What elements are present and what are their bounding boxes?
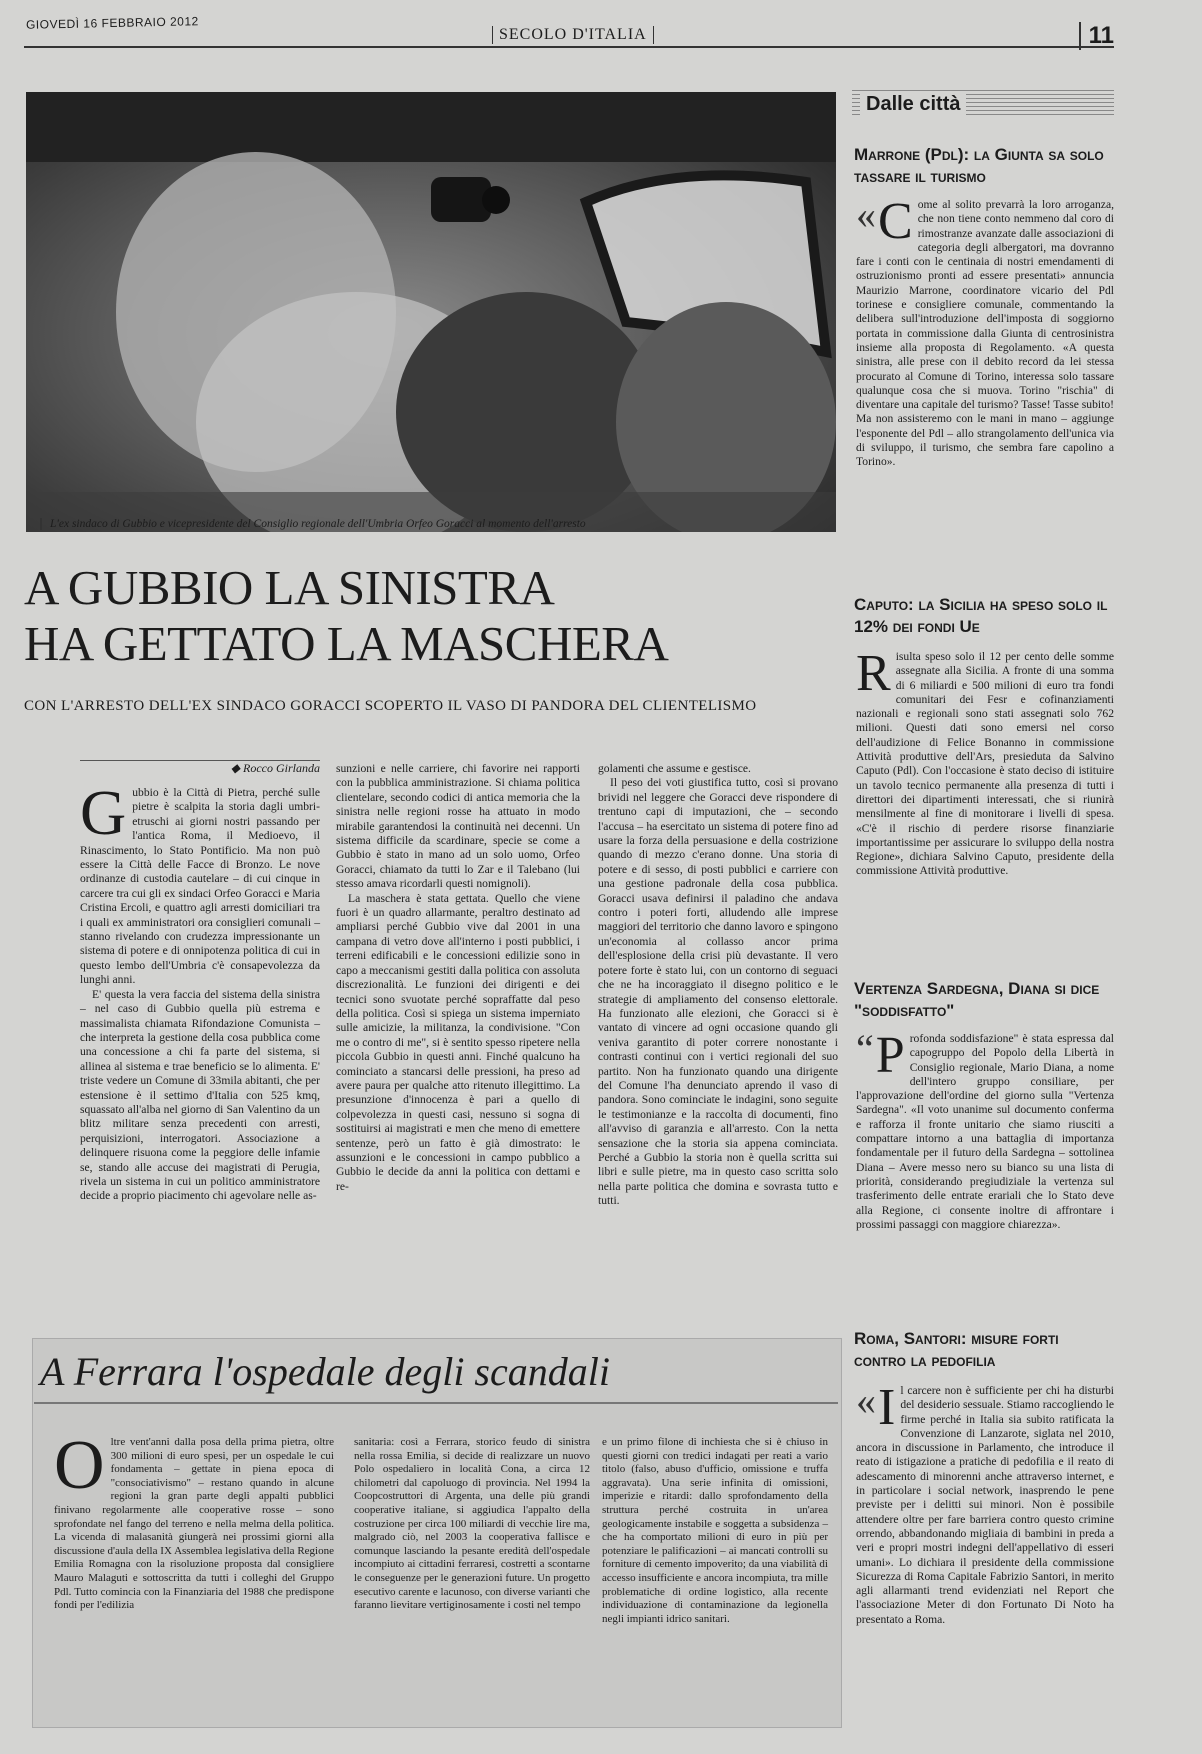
masthead xyxy=(24,10,1114,48)
article-paragraph: sunzioni e nelle carriere, chi favorire nei rapporti con la pubblica amministrazione. Si chiama politica clientelare, secondo codici di antica memoria che la sinistra nelle regioni rosse ha attuato in modo mirabile garantendosi la continuità nei decenni. Un sistema difficile da scardinare, specie se come a Gubbio è stato in mano ad un solo uomo, Orfeo Goracci, chiamato da tutti lo Zar e il Talebano (lui stesso amava ricordarli questi nomignoli). xyxy=(336,762,580,891)
article-column-1 xyxy=(80,777,320,1204)
sidebar-item-4-body: « I l carcere non è sufficiente per chi ha disturbi del desiderio sessuale. Stiamo raccogliendo le firme perché in Italia sia subito ratificata la Convenzione di Lanzarote, siglata nel 2010, ancora in discussione in Parlamento, che introduce il reato di istigazione a pratiche di pedofilia e il reato di adescamento di minorenni anche attraverso internet, e in particolare i social network, inasprendo le pene previste per i delitti sui minori. Non è possibile attendere oltre per fare barriera contro questo crimine orrendo, abbandonando migliaia di bambini in preda a veri e propri mostri indegni dell'appellativo di esseri umani». Lo dichiara il presidente della commissione Sicurezza di Roma Capitale Fabrizio Santori, in merito agli allarmanti trend evidenziati nel Report che l'associazione Meter di don Fortunato Di Noto ha presentato a Roma. xyxy=(856,1378,1114,1626)
article-column-2 xyxy=(336,762,580,1194)
article-paragraph: sanitaria: così a Ferrara, storico feudo di sinistra nella rossa Emilia, si decide di realizzare un nuovo Polo ospedaliero in località Cona, a circa 12 chilometri dal capoluogo di provincia. Nel 1994 la Coopcostruttori di Argenta, una delle più grandi cooperative italiane, si aggiudica l'appalto della costruzione per circa 100 miliardi di vecchie lire ma, malgrado ciò, nel 2003 la cooperativa fallisce e comunque lasciando la pesante eredità dell'ospedale incompiuto ai cittadini ferraresi, costretti a scontarne le conseguenze per le generazioni future. Un progetto esecutivo carente e lacunoso, con diverse varianti che faranno lievitare vertiginosamente i costi nel tempo xyxy=(354,1436,590,1612)
section-tag: Dalle città xyxy=(860,93,966,116)
byline xyxy=(80,760,320,776)
article-deck: CON L'ARRESTO DELL'EX SINDACO GORACCI SCOPERTO IL VASO DI PANDORA DEL CLIENTELISMO xyxy=(24,698,757,714)
sidebar-item-3-title: Vertenza Sardegna, Diana si dice "soddisfatto" xyxy=(854,979,1100,1020)
article-paragraph: golamenti che assume e gestisce. xyxy=(598,762,751,775)
drop-cap: G xyxy=(80,777,127,848)
byline-author: Rocco Girlanda xyxy=(243,761,320,775)
article-paragraph: Il peso dei voti giustifica tutto, così si provano brividi nel leggere che Goracci deve rispondere di trentuno capi di imputazioni, che – secondo l'accusa – ha esercitato un sistema di potere fino ad usare la forza della persuasione e della costrizione quando di mezzo c'erano donne. Una storia di potere e di sesso, di posti pubblici e carriere con una gestione padronale della cosa pubblica. Goracci usava definirsi il paladino che andava contro i poteri forti, alludendo alle imprese maggiori del territorio che danno lavoro e spingono un'economia al collasso ancor prima dell'esplosione della crisi più devastante. Il vero potere forte è stato lui, con un contorno di seguaci che ne ha incoraggiato il disegno politico e le strategie di ampliamento del consenso elettorale. Ha funzionato alle elezioni, che Goracci si è vantato di vincere ad ogni occasione quando gli veniva garantito di poter correre nonostante i contrasti continui con i vertici regionali del suo partito. Non ha funzionato quando una dirigente del Comune l'ha denunciato aprendo il vaso di pandora. Sono cominciate le indagini, sono seguite le testimonianze e la raccolta di documenti, fino all'avviso di garanzia e all'arresto. Con la netta sensazione che la storia sia appena cominciata. Perché a Gubbio la storia non è quella scritta sui libri e sulle pietre, ma in questo caso scritta solo nella parte politica che domina e sovrasta tutto e tutti. xyxy=(598,776,838,1208)
sidebar-item-3-body: “ P rofonda soddisfazione" è stata espressa dal capogruppo del Popolo della Libertà in Consiglio regionale, Mario Diana, a nome dell'intero gruppo consiliare, per l'approvazione dell'ordine del giorno sulla "Vertenza Sardegna". «Il voto unanime sul documento conferma e rafforza il fronte unitario che siamo riusciti a compattare intorno a una battaglia di importanza fondamentale per il futuro della Sardegna – sottolinea Diana – Avere messo nero su bianco su una lista di priorità, considerando pregiudiziale la vertenza sul trasferimento delle entrate erariali che lo Stato deve alla Regione, ci consente inoltre di affrontare i prossimi passaggi con maggiore chiarezza». xyxy=(856,1026,1114,1231)
sidebar-item-4-title: Roma, Santori: misure forti contro la pedofilia xyxy=(854,1329,1059,1370)
quote-open-icon: « xyxy=(856,192,876,237)
sidebar-item-2-title: Caputo: la Sicilia ha speso solo il 12% dei fondi Ue xyxy=(854,595,1108,636)
ferrara-column-1 xyxy=(54,1427,334,1613)
page-number: 11 xyxy=(1079,22,1114,50)
sidebar-item-1-body: « C ome al solito prevarrà la loro arroganza, che non tiene conto nemmeno dal coro di rimostranze avanzate dalle associazioni di categoria degli albergatori, ma dovranno fare i conti con le centinaia di nostri emendamenti di ostruzionismo pronti ad essere presentati» annuncia Maurizio Marrone, coordinatore vicario del Pdl torinese e consigliere comunale, commentando la delibera sull'introduzione dell'imposta di soggiorno portata in commissione dalla Giunta di centrosinistra insieme alla proposta di Regolamento. «A questa sinistra, alle prese con il debito record da lei stessa procurato al Comune di Torino, interessa solo tassare qualunque cosa che si muova. Torino "rischia" di diventare una capitale del turismo? Tasse! Tasse subito! Ma non assisteremo con le mani in mano – aggiunge l'esponente del Pdl – allo strangolamento dell'unica via di sviluppo, il turismo, che sembra fare capolino a Torino». xyxy=(856,192,1114,469)
article-paragraph: e un primo filone di inchiesta che si è chiuso in questi giorni con tredici indagati per reati a vario titolo (falso, abuso d'ufficio, omissione e truffa aggravata). Una serie infinita di omissioni, imperizie e ritardi: dallo sprofondamento della struttura perché costruita in un'area geologicamente instabile e soggetta a subsidenza – che ha comportato milioni di euro in più per potenziare le palificazioni – ai mancati controlli su forniture di cemento impoverito; da una viabilità di accesso insufficiente e ancora incompiuta, tra mille problematiche di ordine logistico, alla recente individuazione di contaminazione da legionella negli impianti idrico sanitari. xyxy=(602,1436,828,1625)
arrest-photo xyxy=(26,92,836,532)
photo-illustration xyxy=(26,92,836,532)
main-headline xyxy=(24,560,824,672)
article-paragraph: Oltre vent'anni dalla posa della prima pietra, oltre 300 milioni di euro spesi, per un ospedale le cui fondamenta – gettate in piena epoca di "consociativismo" – restano quando in alcune regioni la gran parte degli appalti pubblici finivano regolarmente alle cooperative rosse – sono sprofondate nel fango del terreno e nella melma della politica. La vicenda di malasanità giungerà nei prossimi giorni alla discussione d'aula della IX Assemblea legislativa della Regione Emilia Romagna con la risoluzione proposta dal consigliere Mauro Malaguti e sottoscritta da tutti i colleghi del Gruppo Pdl. Tutto comincia con la Finanziaria del 1988 che predispone fondi per l'edilizia xyxy=(54,1427,334,1612)
article-paragraph: La maschera è stata gettata. Quello che viene fuori è un quadro allarmante, peraltro destinato ad ampliarsi perché Gubbio vive dal 2001 in una campana di vetro dove all'interno i posti pubblici, i terreni edificabili e le concessioni edilizie sono in capo a meccanismi gestiti dalla politica con assoluta discrezionalità. Le funzioni dei dirigenti e dei tecnici sono svuotate perché sopraffatte dal peso della politica. Così si spiega un sistema imperniato sulle amicizie, la militanza, la condivisione. "Con me o contro di me", si è sentito spesso ripetere nella piccola Gubbio in questi anni. Finché qualcuno ha cominciato a stancarsi delle pressioni, ha preso ad avere paura per qualche atto ritenuto illegittimo. La presunzione d'innocenza è pari a quello di colpevolezza in questi casi, nessuno si sogna di sostituirsi ai magistrati e men che meno di emettere sentenze, però un fatto è già dimostrato: le assunzioni e le concessioni in campo pubblico a Gubbio le decide da anni la politica con dettami e re- xyxy=(336,891,580,1193)
drop-cap: R xyxy=(856,645,891,702)
ferrara-column-3 xyxy=(602,1436,828,1626)
sidebar-item-1-title: Marrone (Pdl): la Giunta sa solo tassare il turismo xyxy=(854,145,1104,186)
headline-line-1: A GUBBIO LA SINISTRA xyxy=(24,560,555,615)
drop-cap: O xyxy=(54,1427,105,1504)
article-paragraph: E' questa la vera faccia del sistema della sinistra – nel caso di Gubbio quella più estrema e massimalista chiamata Rifondazione Comunista – che interpreta la gestione della cosa pubblica come una concessione a chi fa parte del sistema, si allinea al sistema e trae beneficio se lo alimenta. E' triste vedere un Comune di 33mila abitanti, che per estensione è il settimo d'Italia con 525 kmq, squassato all'alba nel giorno di San Valentino da un blitz militare senza precedenti con arresti, perquisizioni, interrogatori. Associazione a delinquere risuona come la peggiore delle infamie se, stando alle accuse dei magistrati di Perugia, rivela un sistema in cui un politico amministratore decide a proprio piacimento chi agevolare nelle as- xyxy=(80,987,320,1203)
drop-cap: I xyxy=(878,1379,896,1436)
byline-diamond-icon: ◆ xyxy=(230,761,243,775)
issue-date: GIOVEDÌ 16 FEBBRAIO 2012 xyxy=(25,14,199,32)
quote-open-icon: “ xyxy=(856,1026,874,1071)
ferrara-divider xyxy=(34,1402,838,1404)
photo-caption: L'ex sindaco di Gubbio e vicepresidente del Consiglio regionale dell'Umbria Orfeo Goracci al momento dell'arresto xyxy=(40,518,830,530)
ferrara-column-2 xyxy=(354,1436,590,1613)
quote-open-icon: « xyxy=(856,1378,876,1423)
headline-line-2: HA GETTATO LA MASCHERA xyxy=(24,616,669,671)
drop-cap: C xyxy=(878,193,913,250)
ferrara-headline: A Ferrara l'ospedale degli scandali xyxy=(40,1349,610,1394)
sidebar-item-2-body: Risulta speso solo il 12 per cento delle somme assegnate alla Sicilia. A fronte di una somma di 6 miliardi e 500 milioni di euro tra fondi comunitari dei Fesr e cofinanziamenti nazionali e regionali sono stati assegnati solo 762 milioni. Questi dati sono emersi nel corso dell'audizione di Felice Bonanno in commissione Attività produttive dell'Ars, presieduta da Salvino Caputo (Pdl). Con l'occasione è stato deciso di istituire un tavolo tecnico permanente alla presenza di tutti i direttori dei dipartimenti interessati, che si riunirà mensilmente al fine di monitorare i livelli di spesa. «C'è il rischio di perdere risorse finanziarie importantissime per assicurare lo sviluppo della nostra Regione», dichiara Salvino Caputo, presidente della commissione Attività produttive. xyxy=(856,645,1114,878)
newspaper-name: SECOLO D'ITALIA xyxy=(492,26,654,44)
drop-cap: P xyxy=(875,1027,905,1084)
article-column-3 xyxy=(598,762,838,1209)
article-paragraph: Gubbio è la Città di Pietra, perché sulle pietre è scalpita la storia dagli umbri-etruschi ai giorni nostri passando per l'antica Roma, il Medioevo, il Rinascimento, lo Stato Pontificio. Ma non può essere la Città delle Facce di Bronzo. Le nove ordinanze di custodia cautelare – di cui cinque in carcere tra cui gli ex sindaci Orfeo Goracci e Maria Cristina Ercoli, e quattro agli arresti domiciliari tra i quali ex amministratori ora consiglieri comunali – stanno rivelando con crudezza impressionante un sistema di potere e di onnipotenza politica di cui in questo lembo dell'Umbria c'è consapevolezza da lunghi anni. xyxy=(80,777,320,987)
